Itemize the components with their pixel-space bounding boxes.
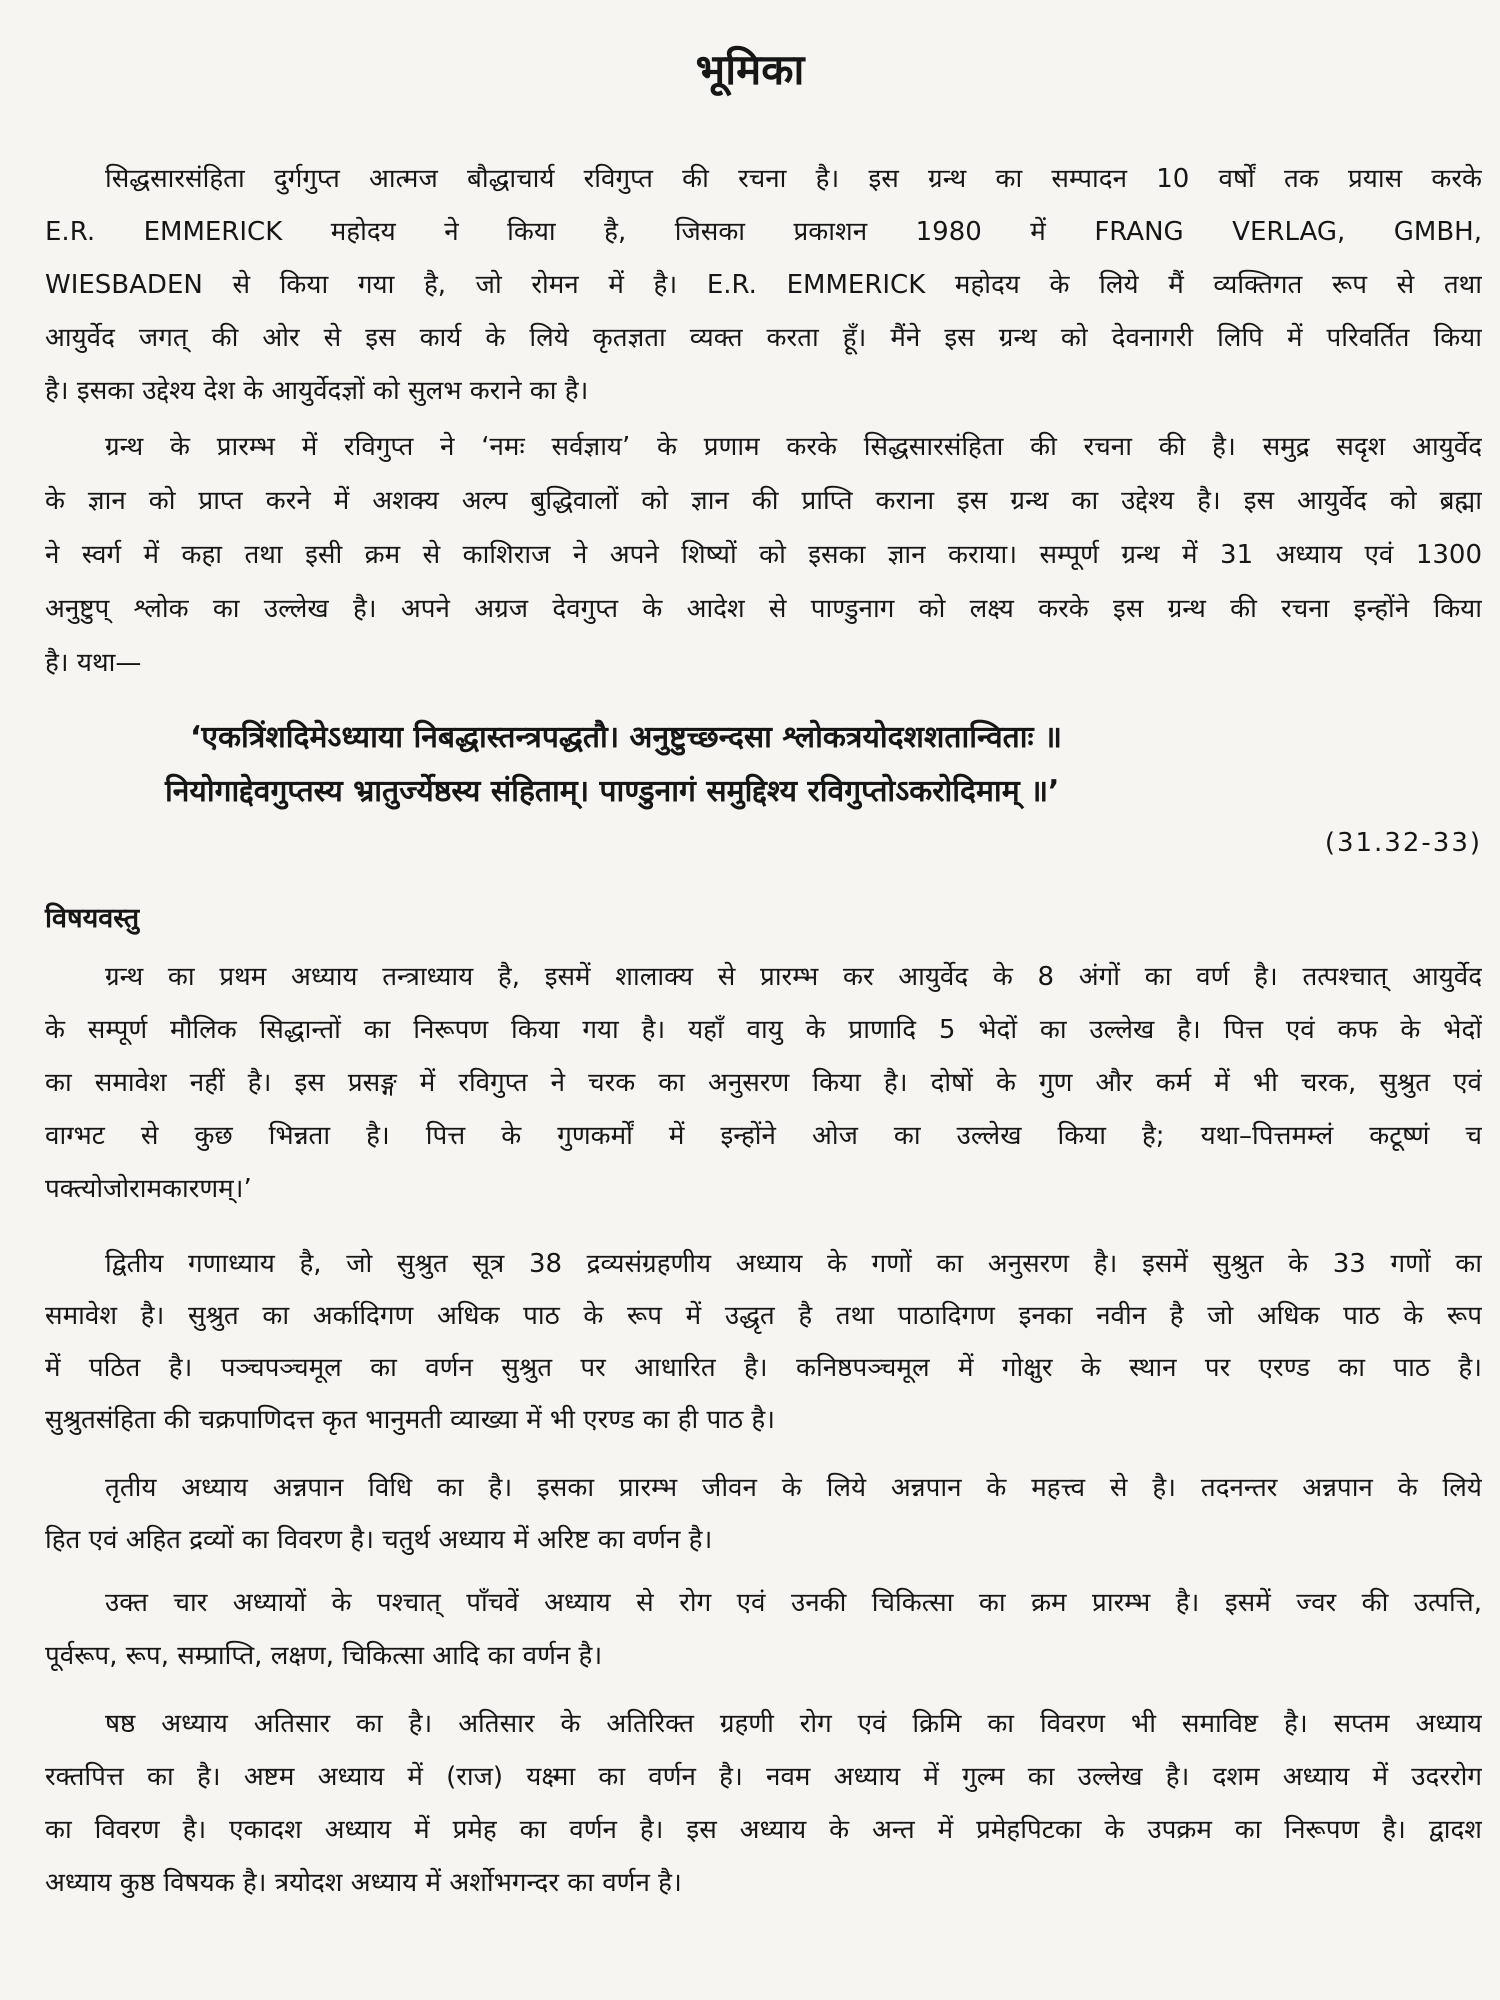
paragraph-line: द्वितीय गणाध्याय है, जो सुश्रुत सूत्र 38 द्रव्यसंग्रहणीय अध्याय के गणों का अनुसरण है। इसमें सुश्रुत के 33 गणों का (105, 1249, 1482, 1279)
paragraph-line: समावेश है। सुश्रुत का अर्कादिगण अधिक पाठ के रूप में उद्धृत है तथा पाठादिगण इनका नवीन है जो अधिक पाठ के रूप (45, 1301, 1482, 1331)
paragraph-line: तृतीय अध्याय अन्नपान विधि का है। इसका प्रारम्भ जीवन के लिये अन्नपान के महत्त्व से है। तदनन्तर अन्नपान के लिये (105, 1473, 1482, 1503)
paragraph-line: का विवरण है। एकादश अध्याय में प्रमेह का वर्णन है। इस अध्याय के अन्त में प्रमेहपिटका के उपक्रम का निरूपण है। द्वादश (45, 1815, 1482, 1845)
paragraph-line: E.R. EMMERICK महोदय ने किया है, जिसका प्रकाशन 1980 में FRANG VERLAG, GMBH, (45, 217, 1482, 247)
paragraph-line: रक्तपित्त का है। अष्टम अध्याय में (राज) यक्ष्मा का वर्णन है। नवम अध्याय में गुल्म का उल्लेख है। दशम अध्याय में उदररोग (45, 1762, 1482, 1792)
paragraph-line: का समावेश नहीं है। इस प्रसङ्ग में रविगुप्त ने चरक का अनुसरण किया है। दोषों के गुण और कर्म में भी चरक, सुश्रुत एवं (45, 1068, 1482, 1098)
paragraph-line: पूर्वरूप, रूप, सम्प्राप्ति, लक्षण, चिकित्सा आदि का वर्णन है। (45, 1641, 603, 1671)
section-heading: विषयवस्तु (45, 903, 140, 934)
shloka-line: ‘एकत्रिंशदिमेऽध्याया निबद्धास्तन्त्रपद्धतौ। अनुष्टुच्छन्दसा श्लोकत्रयोदशशतान्विताः ॥ (190, 720, 1062, 755)
paragraph-line: में पठित है। पञ्चपञ्चमूल का वर्णन सुश्रुत पर आधारित है। कनिष्ठपञ्चमूल में गोक्षुर के स्थान पर एरण्ड का पाठ है। (45, 1353, 1482, 1383)
paragraph-line: अनुष्टुप् श्लोक का उल्लेख है। अपने अग्रज देवगुप्त के आदेश से पाण्डुनाग को लक्ष्य करके इस ग्रन्थ की रचना इन्होंने किया (45, 594, 1482, 624)
paragraph-line: सिद्धसारसंहिता दुर्गगुप्त आत्मज बौद्धाचार्य रविगुप्त की रचना है। इस ग्रन्थ का सम्पादन 10 वर्षों तक प्रयास करके (105, 164, 1482, 194)
paragraph-line: सुश्रुतसंहिता की चक्रपाणिदत्त कृत भानुमती व्याख्या में भी एरण्ड का ही पाठ है। (45, 1405, 776, 1435)
shloka-line: नियोगाद्देवगुप्तस्य भ्रातुर्ज्येष्ठस्य संहिताम्। पाण्डुनागं समुद्दिश्य रविगुप्तोऽकरोदिमाम् ॥’ (165, 774, 1060, 809)
shloka-reference: (31.32-33) (1324, 828, 1482, 858)
paragraph-line: हित एवं अहित द्रव्यों का विवरण है। चतुर्थ अध्याय में अरिष्ट का वर्णन है। (45, 1525, 713, 1555)
paragraph-line: के सम्पूर्ण मौलिक सिद्धान्तों का निरूपण किया गया है। यहाँ वायु के प्राणादि 5 भेदों का उल्लेख है। पित्त एवं कफ के भेदों (45, 1015, 1482, 1045)
paragraph-line: वाग्भट से कुछ भिन्नता है। पित्त के गुणकर्मों में इन्होंने ओज का उल्लेख किया है; यथा–पित्तमम्लं कटूष्णं च (45, 1121, 1482, 1151)
paragraph-line: है। इसका उद्देश्य देश के आयुर्वेदज्ञों को सुलभ कराने का है। (45, 376, 589, 406)
paragraph-line: ग्रन्थ का प्रथम अध्याय तन्त्राध्याय है, इसमें शालाक्य से प्रारम्भ कर आयुर्वेद के 8 अंगों का वर्ण है। तत्पश्चात् आयुर्वेद (105, 962, 1482, 992)
paragraph-line: षष्ठ अध्याय अतिसार का है। अतिसार के अतिरिक्त ग्रहणी रोग एवं क्रिमि का विवरण भी समाविष्ट है। सप्तम अध्याय (105, 1709, 1482, 1739)
paragraph-line: WIESBADEN से किया गया है, जो रोमन में है। E.R. EMMERICK महोदय के लिये मैं व्यक्तिगत रूप से तथा (45, 270, 1482, 300)
paragraph-line: ग्रन्थ के प्रारम्भ में रविगुप्त ने ‘नमः सर्वज्ञाय’ के प्रणाम करके सिद्धसारसंहिता की रचना की है। समुद्र सदृश आयुर्वेद (105, 432, 1482, 462)
paragraph-line: के ज्ञान को प्राप्त करने में अशक्य अल्प बुद्धिवालों को ज्ञान की प्राप्ति कराना इस ग्रन्थ का उद्देश्य है। इस आयुर्वेद को ब्रह्मा (45, 486, 1482, 516)
paragraph-line: है। यथा— (45, 648, 142, 678)
page-title: भूमिका (695, 45, 805, 94)
paragraph-line: अध्याय कुष्ठ विषयक है। त्रयोदश अध्याय में अर्शोभगन्दर का वर्णन है। (45, 1868, 682, 1898)
paragraph-line: पक्त्योजोरामकारणम्।’ (45, 1174, 252, 1204)
paragraph-line: उक्त चार अध्यायों के पश्चात् पाँचवें अध्याय से रोग एवं उनकी चिकित्सा का क्रम प्रारम्भ है। इसमें ज्वर की उत्पत्ति, (105, 1588, 1482, 1618)
paragraph-line: ने स्वर्ग में कहा तथा इसी क्रम से काशिराज ने अपने शिष्यों को इसका ज्ञान कराया। सम्पूर्ण ग्रन्थ में 31 अध्याय एवं 1300 (45, 540, 1482, 570)
paragraph-line: आयुर्वेद जगत् की ओर से इस कार्य के लिये कृतज्ञता व्यक्त करता हूँ। मैंने इस ग्रन्थ को देवनागरी लिपि में परिवर्तित किया (45, 323, 1482, 353)
